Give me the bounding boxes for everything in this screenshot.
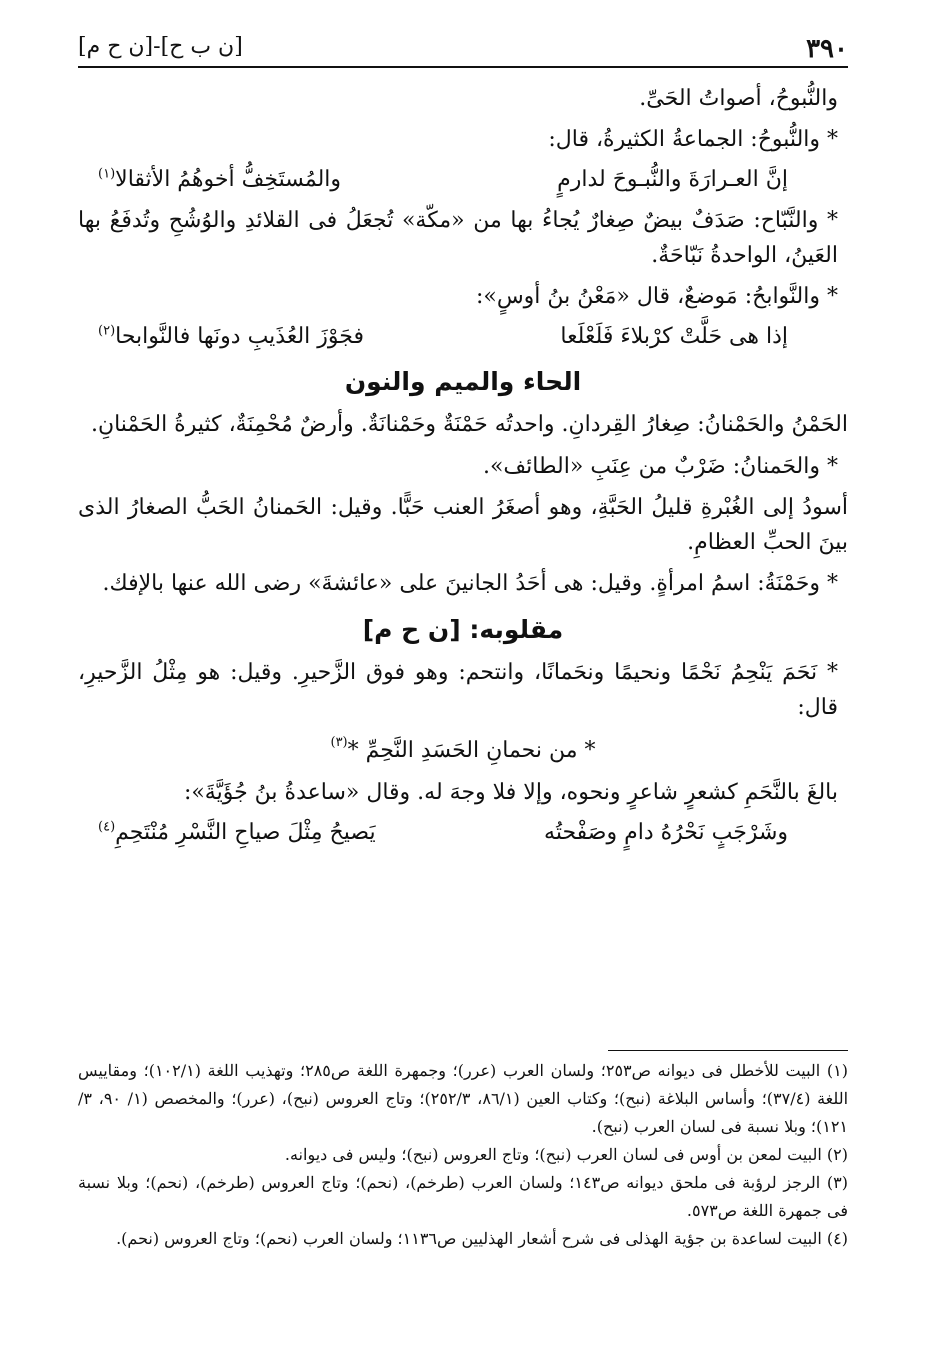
footnote: (١) البيت للأخطل فى ديوانه ص٢٥٣؛ ولسان العرب (عرر)؛ وجمهرة اللغة ص٢٨٥؛ وتهذيب اللغة (١٠٢/١)؛ ومقاييس اللغة (٣٧/٤)؛ وأساس البلاغة (نبح)؛ وكتاب العين (٨٦/١، ٢٥٢/٣)؛ وتاج العروس (نبح)، (عرر)؛ والمخصص (١/ ٩٠، ٣/ ١٢١)؛ وبلا نسبة فى لسان العرب (نبح). [78, 1061, 849, 1136]
verse-hemistich [98, 815, 376, 850]
verse-hemistich: إذا هى حَلَّتْ كرْبلاءَ فَلَعْلَعا [560, 324, 788, 350]
paragraph: * وحَمْنَةُ: اسمُ امرأةٍ. وقيل: هى أحَدُ الجانينَ على «عائشةَ» رضى الله عنها بالإفك. [102, 571, 838, 597]
paragraph: * والنَّوابحُ: مَوضعٌ، قال «مَعْنُ بنُ أوسٍ»: [475, 283, 838, 309]
verse-hemistich: وشَرْجَبٍ نَحْرُهُ دامٍ وصَفْحتُه [544, 820, 788, 845]
footnote-ref: (١) [98, 167, 116, 183]
main-text [78, 78, 848, 852]
verse-text: * من نحمانِ الحَسَدِ النَّحِمِّ * [347, 737, 596, 763]
footnote: (٢) البيت لمعن بن أوس فى لسان العرب (نبح)؛ وتاج العروس (نبح)؛ وليس فى ديوانه. [284, 1145, 848, 1164]
paragraph: الحَمْنُ والحَمْنانُ: صِغارُ القِردانِ. واحدتُه حَمْنَةٌ وحَمْنانَةٌ. وأرضٌ مُحْمِنَةٌ، كثيرةُ الحَمْنانِ. [90, 412, 848, 438]
paragraph: * والنَّبّاح: صَدَفٌ بيضٌ صِغارٌ يُجاءُ بها من «مكّة» تُجعَلُ فى القلائدِ والوُشُحِ وتُدفَعُ بها العَينُ، الواحدةُ نَبّاحَةٌ. [78, 207, 838, 268]
footnote-ref: (٤) [98, 819, 116, 835]
paragraph: * نَحَمَ يَنْحِمُ نَحْمًا ونحيمًا ونحَمانًا، وانتحم: وهو فوق الزَّحيرِ. وقيل: هو مِثْلُ الزَّحيرِ، قال: [78, 660, 838, 721]
footnote: (٣) الرجز لرؤبة فى ملحق ديوانه ص١٤٣؛ ولسان العرب (طرخم)، (نحم)؛ وتاج العروس (طرخم)، (نحم)؛ وبلا نسبة فى جمهرة اللغة ص٥٧٣. [78, 1173, 848, 1220]
footnote-divider [608, 1050, 848, 1051]
verse-hemistich: إنَّ العـرارَةَ والنُّبـوحَ لدارمٍ [557, 167, 788, 193]
paragraph: أسودُ إلى الغُبْرةِ قليلُ الحَبَّةِ، وهو أصغَرُ العنب حَبًّا. وقيل: الحَمنانُ الحَبُّ الصغارُ الذى بينَ الحبِّ العظامِ. [78, 494, 848, 555]
verse-line [78, 160, 848, 199]
page-number: ٣٩٠ [806, 34, 848, 64]
footnotes [78, 1050, 848, 1253]
verse-hemistich [98, 162, 341, 197]
footnote-ref: (٢) [98, 323, 116, 339]
verse-text: والمُستَخِفُّ أخوهُمُ الأثقالا [115, 167, 342, 193]
section-heading: مقلوبه: [ن ح م] [362, 615, 564, 645]
running-head: [ن ب ح]-[ن ح م] [78, 34, 243, 59]
footnote: (٤) البيت لساعدة بن جؤية الهذلى فى شرح أشعار الهذليين ص١١٣٦؛ ولسان العرب (نحم)؛ وتاج العروس (نحم). [116, 1229, 848, 1248]
verse-line [78, 317, 848, 356]
paragraph: * والنُّبوحُ: الجماعةُ الكثيرةُ، قال: [548, 127, 838, 153]
section-heading: الحاء والميم والنون [344, 367, 582, 397]
paragraph: * والحَمنانُ: ضَرْبٌ من عِنَبِ «الطائف». [482, 453, 838, 479]
paragraph: والنُّبوحُ، أصواتُ الحَىِّ. [639, 86, 838, 111]
verse-line [78, 813, 848, 852]
paragraph: بالغَ بالنَّحَمِ كشعرٍ شاعرٍ ونحوه، وإلا فلا وجهَ له. وقال «ساعدةُ بنُ جُؤَيَّةَ»: [183, 779, 838, 805]
verse-line [78, 729, 848, 772]
verse-text: يَصيحُ مِثْلَ صياحِ النَّسْرِ مُنْتَحِمِ [115, 820, 376, 845]
verse-hemistich [98, 319, 364, 354]
footnote-ref: (٣) [330, 734, 348, 750]
verse-text: فجَوْزَ العُذَيبِ دونَها فالنَّوابحا [115, 324, 364, 350]
page-header [78, 28, 848, 68]
